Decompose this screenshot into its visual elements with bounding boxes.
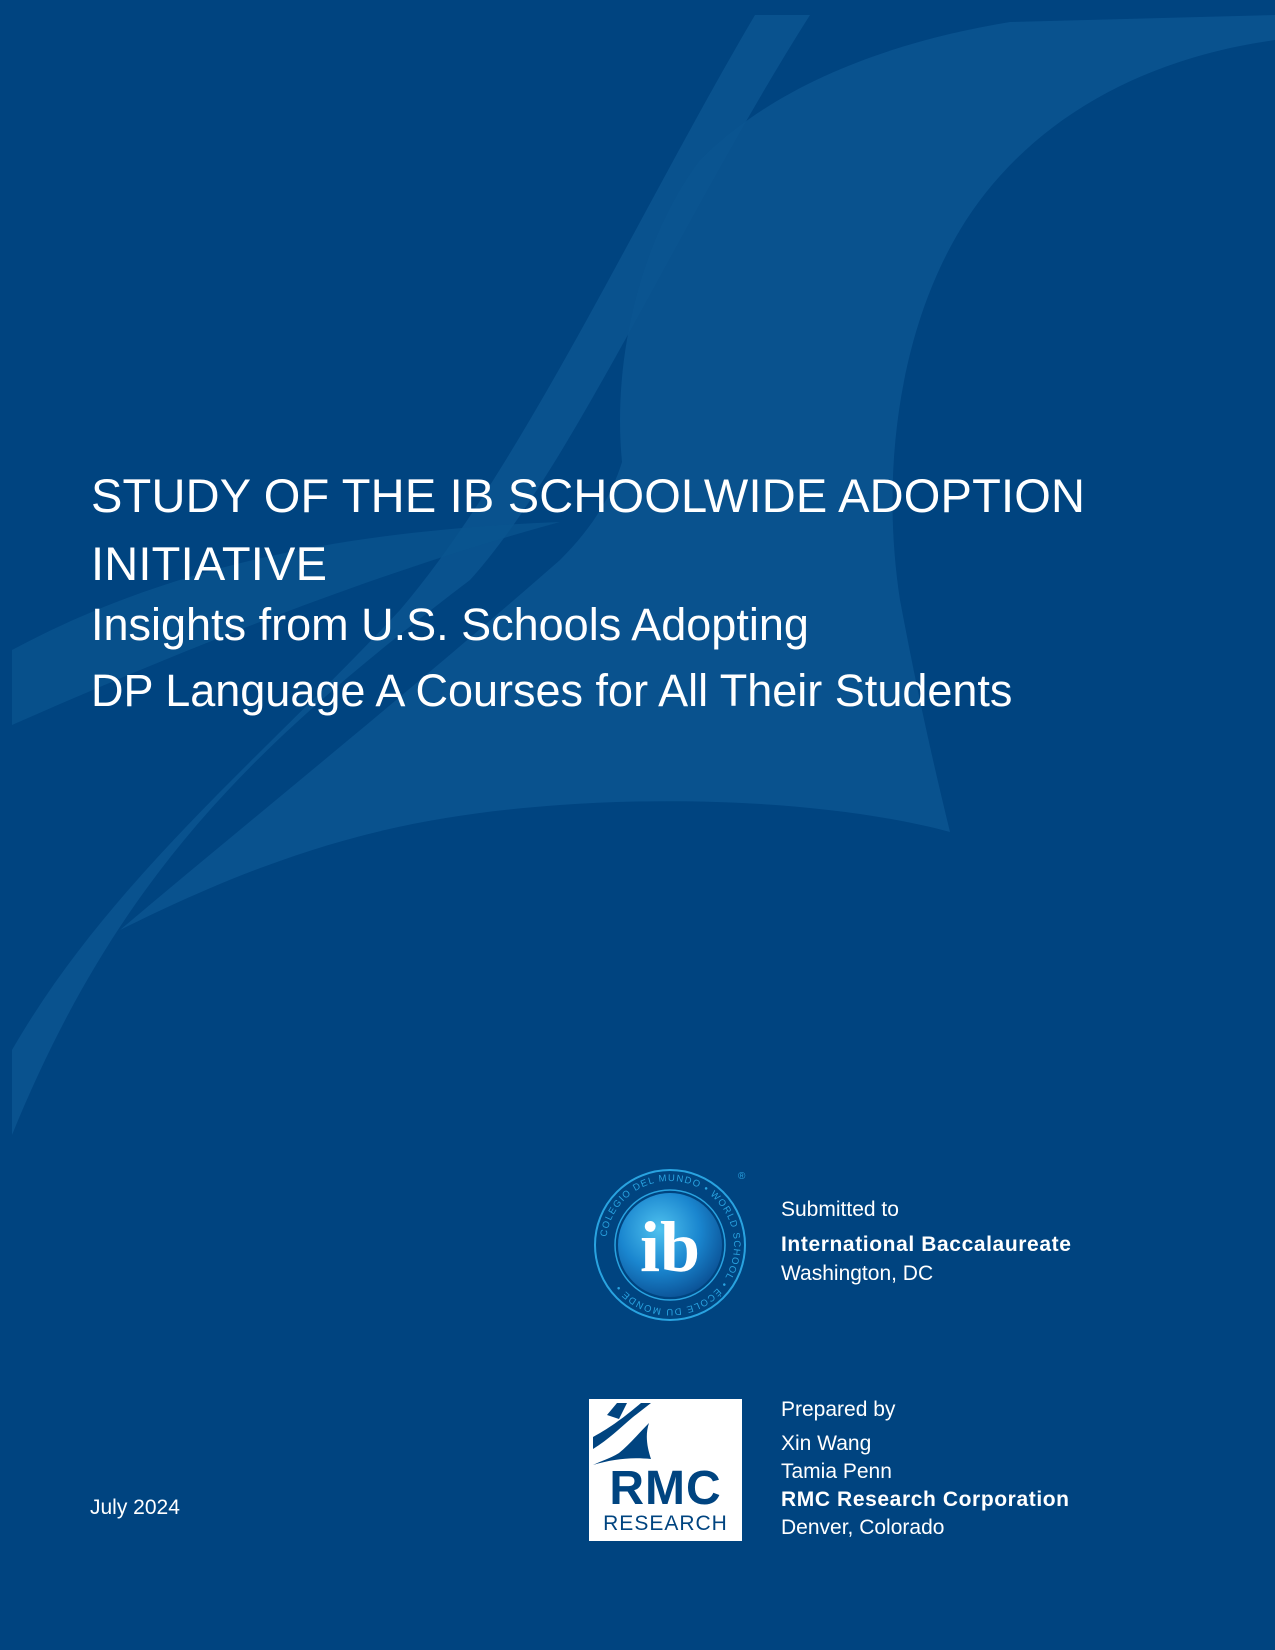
- rmc-research-logo: [589, 1399, 742, 1541]
- submitted-to-block: [781, 1195, 1071, 1288]
- subtitle-line: Insights from U.S. Schools Adopting: [91, 599, 809, 650]
- report-title: STUDY OF THE IB SCHOOLWIDE ADOPTION INITIATIVE: [91, 469, 1086, 590]
- ib-registered-mark: ®: [738, 1171, 746, 1182]
- rmc-sail-icon: [589, 1399, 742, 1469]
- author-name: Tamia Penn: [781, 1460, 892, 1483]
- prepared-by-location: Denver, Colorado: [781, 1516, 945, 1539]
- submitted-to-organization: International Baccalaureate: [781, 1233, 1072, 1256]
- prepared-by-organization: RMC Research Corporation: [781, 1488, 1070, 1511]
- rmc-sail-shape: [607, 1403, 627, 1419]
- author-name: Xin Wang: [781, 1432, 872, 1455]
- submitted-to-location: Washington, DC: [781, 1262, 934, 1285]
- report-date: July 2024: [90, 1496, 180, 1519]
- ib-world-school-seal-icon: [590, 1165, 750, 1325]
- prepared-by-label: Prepared by: [781, 1398, 896, 1421]
- ib-seal-ring-text: COLEGIO DEL MUNDO • WORLD SCHOOL • ÉCOLE DU MONDE •: [598, 1172, 743, 1318]
- submitted-to-label: Submitted to: [781, 1198, 899, 1221]
- rmc-sail-shape: [593, 1423, 651, 1465]
- rmc-logo-word: RMC: [609, 1462, 722, 1515]
- report-subtitle: [91, 592, 1191, 724]
- prepared-by-block: [781, 1396, 1070, 1542]
- subtitle-line: DP Language A Courses for All Their Students: [91, 665, 1013, 716]
- ib-seal-letters: ib: [639, 1207, 701, 1287]
- rmc-logo-subword: RESEARCH: [603, 1512, 728, 1535]
